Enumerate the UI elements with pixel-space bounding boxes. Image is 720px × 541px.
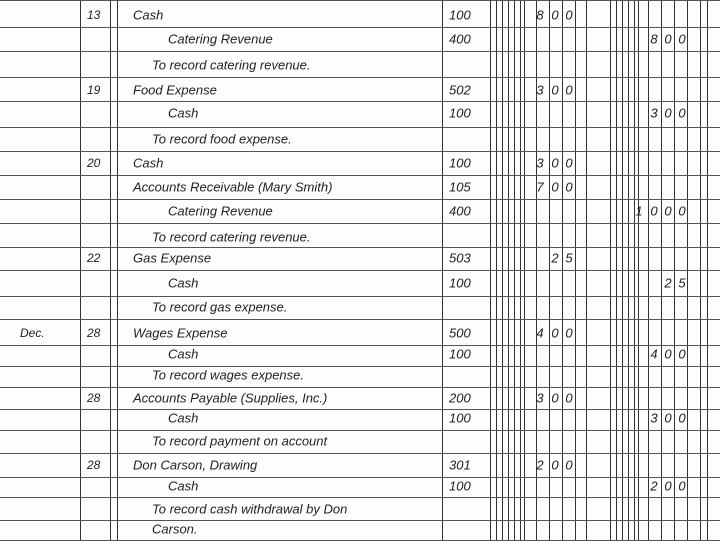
entry-month: Dec. [20, 326, 45, 340]
post-reference: 100 [449, 346, 471, 362]
account-title: Food Expense [133, 82, 217, 98]
row-rule [0, 270, 720, 271]
debit-amount-digit: 0 [551, 82, 559, 98]
account-title: Accounts Payable (Supplies, Inc.) [133, 390, 328, 406]
row-rule [0, 520, 720, 521]
credit-amount-digit: 0 [650, 203, 658, 219]
entry-explanation: To record payment on account [152, 433, 328, 449]
credit-amount-digit: 0 [664, 410, 672, 426]
post-reference: 400 [449, 31, 471, 47]
entry-explanation: To record food expense. [152, 131, 292, 147]
post-reference: 100 [449, 7, 471, 23]
credit-amount-digit: 4 [650, 346, 658, 362]
debit-amount-digit: 0 [565, 179, 573, 195]
row-rule [0, 366, 720, 367]
post-reference: 200 [449, 390, 471, 406]
account-title: Accounts Receivable (Mary Smith) [133, 179, 333, 195]
entry-explanation: To record cash withdrawal by Don [152, 501, 348, 517]
account-title: Cash [133, 7, 164, 23]
entry-explanation: To record catering revenue. [152, 229, 311, 245]
credit-amount-digit: 0 [664, 31, 672, 47]
post-reference: 100 [449, 105, 471, 121]
credit-amount-digit: 0 [678, 203, 686, 219]
debit-amount-digit: 0 [551, 7, 559, 23]
row-rule [0, 27, 720, 28]
debit-amount-digit: 8 [536, 7, 544, 23]
row-rule [0, 345, 720, 346]
entry-day: 28 [87, 391, 101, 405]
account-title: Cash [168, 105, 199, 121]
credit-amount-digit: 2 [664, 275, 672, 291]
row-rule [0, 223, 720, 224]
post-reference: 100 [449, 155, 471, 171]
debit-amount-digit: 7 [536, 179, 544, 195]
debit-amount-digit: 0 [551, 179, 559, 195]
entry-day: 28 [87, 458, 101, 472]
post-reference: 301 [449, 457, 471, 473]
post-reference: 500 [449, 325, 471, 341]
row-rule [0, 247, 720, 248]
debit-amount-digit: 0 [565, 82, 573, 98]
credit-amount-digit: 0 [664, 346, 672, 362]
row-rule [0, 101, 720, 102]
row-rule [0, 77, 720, 78]
credit-amount-digit: 0 [678, 346, 686, 362]
credit-amount-digit: 1 [635, 203, 643, 219]
account-title: Cash [168, 410, 199, 426]
debit-amount-digit: 2 [536, 457, 544, 473]
account-title: Catering Revenue [168, 203, 273, 219]
row-rule [0, 497, 720, 498]
credit-amount-digit: 3 [650, 410, 658, 426]
credit-amount-digit: 3 [650, 105, 658, 121]
credit-amount-digit: 0 [664, 203, 672, 219]
credit-amount-digit: 0 [678, 478, 686, 494]
entry-day: 22 [87, 251, 101, 265]
debit-amount-digit: 5 [565, 250, 573, 266]
debit-amount-digit: 0 [551, 325, 559, 341]
post-reference: 100 [449, 478, 471, 494]
credit-amount-digit: 0 [664, 105, 672, 121]
credit-amount-digit: 0 [678, 105, 686, 121]
debit-amount-digit: 4 [536, 325, 544, 341]
debit-amount-digit: 0 [565, 325, 573, 341]
post-reference: 100 [449, 275, 471, 291]
credit-amount-digit: 0 [664, 478, 672, 494]
row-rule [0, 430, 720, 431]
credit-amount-digit: 0 [678, 410, 686, 426]
debit-amount-digit: 0 [565, 155, 573, 171]
entry-day: 13 [87, 8, 101, 22]
account-title: Gas Expense [133, 250, 212, 266]
row-rule [0, 151, 720, 152]
account-title: Don Carson, Drawing [133, 457, 258, 473]
row-rule [0, 319, 720, 320]
credit-amount-digit: 2 [650, 478, 658, 494]
debit-amount-digit: 0 [551, 155, 559, 171]
credit-amount-digit: 5 [678, 275, 686, 291]
post-reference: 400 [449, 203, 471, 219]
row-rule [0, 127, 720, 128]
row-rule [0, 51, 720, 52]
row-rule [0, 296, 720, 297]
post-reference: 502 [449, 82, 471, 98]
credit-amount-digit: 8 [650, 31, 658, 47]
entry-day: 20 [87, 156, 101, 170]
post-reference: 503 [449, 250, 471, 266]
credit-amount-digit: 0 [678, 31, 686, 47]
row-rule [0, 477, 720, 478]
debit-amount-digit: 0 [565, 390, 573, 406]
entry-day: 19 [87, 83, 101, 97]
account-title: Catering Revenue [168, 31, 273, 47]
debit-amount-digit: 0 [551, 457, 559, 473]
debit-amount-digit: 0 [551, 390, 559, 406]
row-rule [0, 175, 720, 176]
account-title: Cash [168, 478, 199, 494]
entry-day: 28 [87, 326, 101, 340]
debit-amount-digit: 3 [536, 155, 544, 171]
debit-amount-digit: 2 [551, 250, 559, 266]
row-rule [0, 387, 720, 388]
debit-amount-digit: 3 [536, 390, 544, 406]
post-reference: 100 [449, 410, 471, 426]
entry-explanation: Carson. [152, 521, 198, 537]
row-rule [0, 453, 720, 454]
debit-amount-digit: 0 [565, 7, 573, 23]
entry-explanation: To record gas expense. [152, 299, 288, 315]
account-title: Cash [133, 155, 164, 171]
debit-amount-digit: 0 [565, 457, 573, 473]
entry-explanation: To record wages expense. [152, 367, 305, 383]
account-title: Cash [168, 275, 199, 291]
account-title: Wages Expense [133, 325, 228, 341]
row-rule [0, 0, 720, 1]
debit-amount-digit: 3 [536, 82, 544, 98]
post-reference: 105 [449, 179, 471, 195]
row-rule [0, 409, 720, 410]
entry-explanation: To record catering revenue. [152, 57, 311, 73]
account-title: Cash [168, 346, 199, 362]
row-rule [0, 199, 720, 200]
